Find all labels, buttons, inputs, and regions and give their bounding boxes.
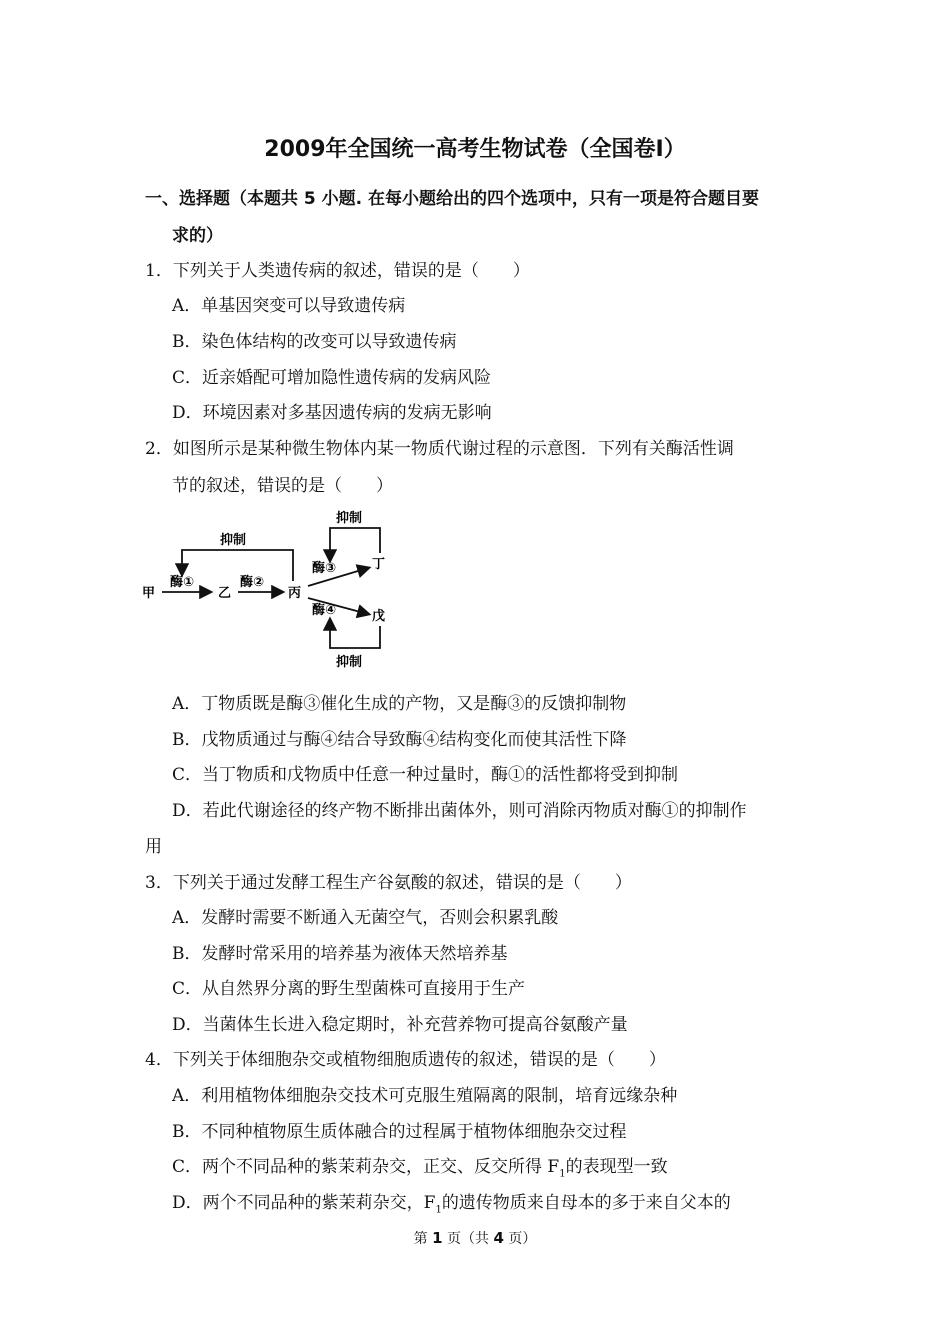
enzyme1-label: 酶① — [170, 575, 195, 590]
section-heading-line1: 一、选择题（本题共 5 小题. 在每小题给出的四个选项中，只有一项是符合题目要 — [145, 189, 760, 209]
q4-option-a: A．利用植物体细胞杂交技术可克服生殖隔离的限制，培育远缘杂种 — [172, 1086, 678, 1106]
q1-option-d: D．环境因素对多基因遗传病的发病无影响 — [172, 403, 492, 423]
node-bing: 丙 — [288, 586, 302, 601]
inhibit-loop-bottom — [330, 620, 380, 648]
q1-option-a: A．单基因突变可以导致遗传病 — [172, 296, 406, 316]
node-jia: 甲 — [142, 586, 156, 601]
q2-option-d-line1: D．若此代谢途径的终产物不断排出菌体外，则可消除丙物质对酶①的抑制作 — [172, 801, 747, 821]
q3-option-c: C．从自然界分离的野生型菌株可直接用于生产 — [172, 979, 526, 999]
inhibit-main-label: 抑制 — [220, 533, 247, 548]
inhibit-bottom-label: 抑制 — [336, 655, 363, 670]
q3-option-a: A．发酵时需要不断通入无菌空气，否则会积累乳酸 — [172, 908, 559, 928]
enzyme4-label: 酶④ — [312, 603, 337, 618]
q4-option-c: C．两个不同品种的紫茉莉杂交，正交、反交所得 $F_1$的表现型一致 — [172, 1157, 668, 1180]
q3-stem: 3．下列关于通过发酵工程生产谷氨酸的叙述，错误的是（ ） — [145, 873, 632, 893]
q4-option-b: B．不同种植物原生质体融合的过程属于植物体细胞杂交过程 — [172, 1122, 627, 1142]
q4-option-d: D．两个不同品种的紫茉莉杂交，$F_1$的遗传物质来自母本的多于来自父本的 — [172, 1193, 731, 1216]
q2-option-c: C．当丁物质和戊物质中任意一种过量时，酶①的活性都将受到抑制 — [172, 765, 679, 785]
q1-option-b: B．染色体结构的改变可以导致遗传病 — [172, 332, 457, 352]
q3-option-b: B．发酵时常采用的培养基为液体天然培养基 — [172, 944, 508, 964]
node-yi: 乙 — [218, 586, 232, 601]
node-ding: 丁 — [372, 557, 386, 572]
q2-option-a: A．丁物质既是酶③催化生成的产物，又是酶③的反馈抑制物 — [172, 694, 627, 714]
q1-stem: 1．下列关于人类遗传病的叙述，错误的是（ ） — [145, 261, 530, 281]
q2-stem-line1: 2．如图所示是某种微生物体内某一物质代谢过程的示意图．下列有关酶活性调 — [145, 439, 734, 459]
q3-option-d: D．当菌体生长进入稳定期时，补充营养物可提高谷氨酸产量 — [172, 1015, 628, 1035]
inhibit-loop-top — [330, 528, 380, 560]
q2-stem-line2: 节的叙述，错误的是（ ） — [172, 476, 393, 496]
enzyme2-label: 酶② — [240, 575, 265, 590]
page-footer: 第 1 页（共 4 页） — [413, 1229, 537, 1247]
inhibit-loop-main — [182, 550, 293, 581]
q2-option-b: B．戊物质通过与酶④结合导致酶④结构变化而使其活性下降 — [172, 730, 627, 750]
q4-stem: 4．下列关于体细胞杂交或植物细胞质遗传的叙述，错误的是（ ） — [145, 1050, 666, 1070]
node-wu: 戊 — [372, 609, 386, 624]
q2-option-d-line2: 用 — [145, 837, 162, 857]
exam-title: 2009年全国统一高考生物试卷（全国卷Ⅰ） — [264, 137, 686, 162]
section-heading-line2: 求的） — [172, 226, 223, 246]
enzyme3-label: 酶③ — [312, 561, 337, 576]
q1-option-c: C．近亲婚配可增加隐性遗传病的发病风险 — [172, 368, 492, 388]
metabolic-pathway-diagram — [140, 508, 420, 673]
inhibit-top-label: 抑制 — [336, 511, 363, 526]
